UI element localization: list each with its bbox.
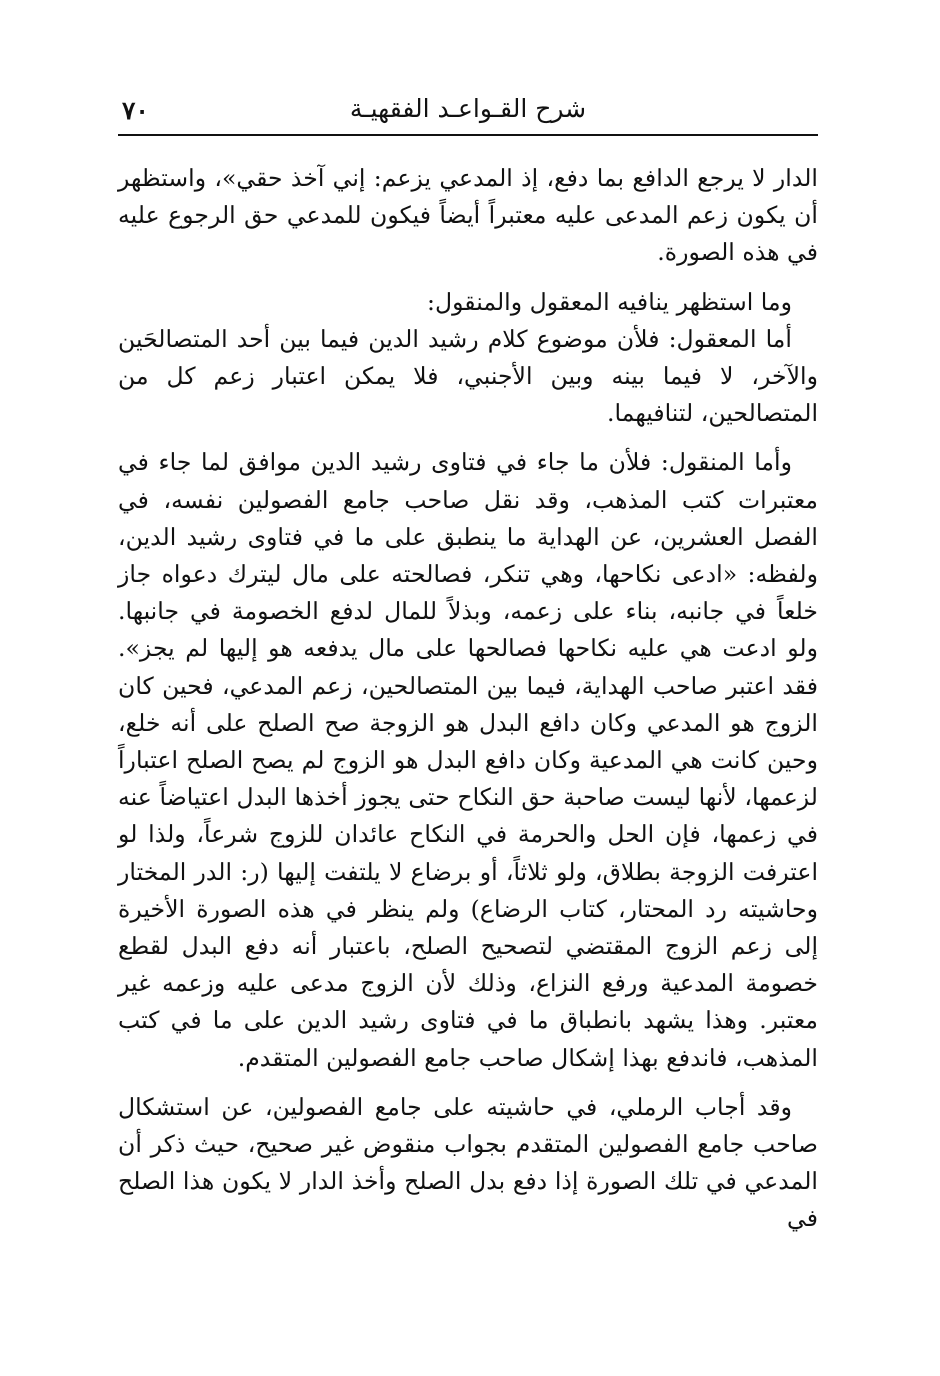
paragraph-2: وما استظهر ينافيه المعقول والمنقول: [427, 287, 792, 316]
paragraph-5: وقد أجاب الرملي، في حاشيته على جامع الفصولين، عن استشكال صاحب جامع الفصولين المتقدم بجواب منقوض غير صحيح، حيث ذكر أن المدعي في تلك الصورة إذا دفع بدل الصلح وأخذ الدار لا يكون هذا الصلح في [118, 1092, 818, 1233]
running-title: شرح القـواعـد الفقهيـة [349, 94, 587, 123]
page-header [118, 92, 818, 136]
body-text [118, 160, 818, 1238]
page-number: ٧٠ [122, 96, 149, 125]
paragraph-3: أما المعقول: فلأن موضوع كلام رشيد الدين فيما بين أحد المتصالحَين والآخر، لا فيما بينه وبين الأجنبي، فلا يمكن اعتبار زعم كل من المتصالحين، لتنافيهما. [118, 324, 818, 428]
paragraph-1: الدار لا يرجع الدافع بما دفع، إذ المدعي يزعم: إني آخذ حقي»، واستظهر أن يكون زعم المدعى عليه معتبراً أيضاً فيكون للمدعي حق الرجوع عليه في هذه الصورة. [118, 164, 818, 267]
paragraph-4: وأما المنقول: فلأن ما جاء في فتاوى رشيد الدين موافق لما جاء في معتبرات كتب المذهب، وقد نقل صاحب جامع الفصولين نفسه، في الفصل العشرين، عن الهداية ما ينطبق على ما في فتاوى رشيد الدين، ولفظه: «ادعى نكاحها، وهي تنكر، فصالحته على مال ليترك دعواه جاز خلعاً في جانبه، بناء على زعمه، وبذلاً للمال لدفع الخصومة في جانبها. ولو ادعت هي عليه نكاحها فصالحها على مال يدفعه هو إليها لم يجز». فقد اعتبر صاحب الهداية، فيما بين المتصالحين، زعم المدعي، فحين كان الزوج هو المدعي وكان دافع البدل هو الزوجة صح الصلح على أنه خلع، وحين كانت هي المدعية وكان دافع البدل هو الزوج لم يصح الصلح اعتباراً لزعمها، لأنها ليست صاحبة حق النكاح حتى يجوز أخذها البدل اعتياضاً عنه في زعمها، فإن الحل والحرمة في النكاح عائدان للزوج شرعاً، ولذا لو اعترفت الزوجة بطلاق، ولو ثلاثاً، أو برضاع لا يلتفت إليها (ر: الدر المختار وحاشيته رد المحتار، كتاب الرضاع) ولم ينظر في هذه الصورة الأخيرة إلى زعم الزوج المقتضي لتصحيح الصلح، باعتبار أنه دفع البدل لقطع خصومة المدعية ورفع النزاع، وذلك لأن الزوج مدعى عليه وزعمه غير معتبر. وهذا يشهد بانطباق ما في فتاوى رشيد الدين على ما في كتب المذهب، فاندفع بهذا إشكال صاحب جامع الفصولين المتقدم. [118, 448, 818, 1072]
